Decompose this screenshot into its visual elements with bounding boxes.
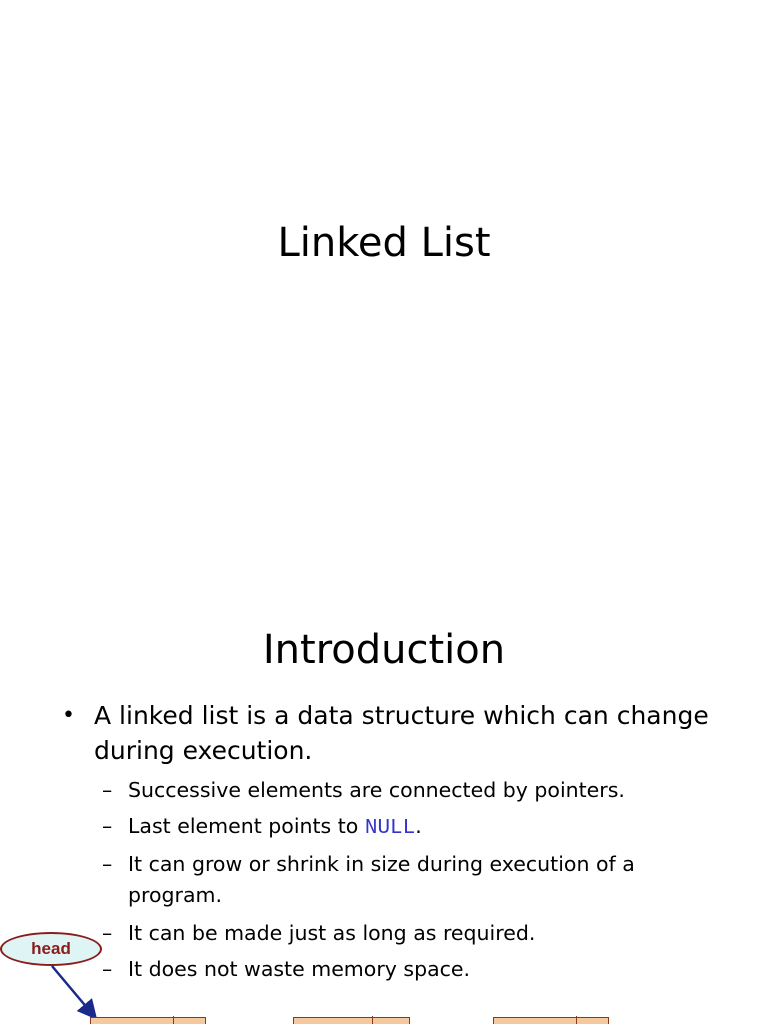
sub-bullet-item — [102, 774, 702, 806]
sub-bullet-text: Successive elements are connected by pointers. — [128, 778, 625, 802]
node-next-field — [173, 1016, 174, 1024]
node-next-field — [372, 1016, 373, 1024]
sub-bullet-text: Last element points to — [128, 814, 365, 838]
bullet-marker: • — [62, 703, 75, 728]
dash-marker: – — [102, 778, 113, 802]
node-next-field — [576, 1016, 577, 1024]
sub-bullet-list — [102, 774, 702, 989]
head-arrow-line — [52, 966, 94, 1016]
sub-bullet-item — [102, 810, 702, 845]
dash-marker: – — [102, 921, 113, 945]
slide-title-introduction: Introduction — [262, 627, 506, 673]
main-bullet — [62, 698, 722, 768]
sub-bullet-item — [102, 917, 702, 949]
dash-marker: – — [102, 852, 113, 876]
head-arrow — [0, 960, 768, 1024]
slide-title-linked-list: Linked List — [277, 220, 491, 266]
list-node — [90, 1017, 206, 1024]
dash-marker: – — [102, 814, 113, 838]
sub-bullet-text: It can grow or shrink in size during execution of a program. — [128, 852, 635, 907]
sub-bullet-text: It does not waste memory space. — [128, 957, 471, 981]
list-node — [493, 1017, 609, 1024]
null-code: NULL — [364, 817, 416, 840]
sub-bullet-text-suffix: . — [415, 814, 422, 838]
sub-bullet-text: It can be made just as long as required. — [128, 921, 536, 945]
main-bullet-text: A linked list is a data structure which can change during execution. — [94, 701, 709, 765]
list-node — [293, 1017, 410, 1024]
head-pointer-label: head — [0, 932, 102, 966]
dash-marker: – — [102, 957, 113, 981]
sub-bullet-item — [102, 849, 702, 911]
